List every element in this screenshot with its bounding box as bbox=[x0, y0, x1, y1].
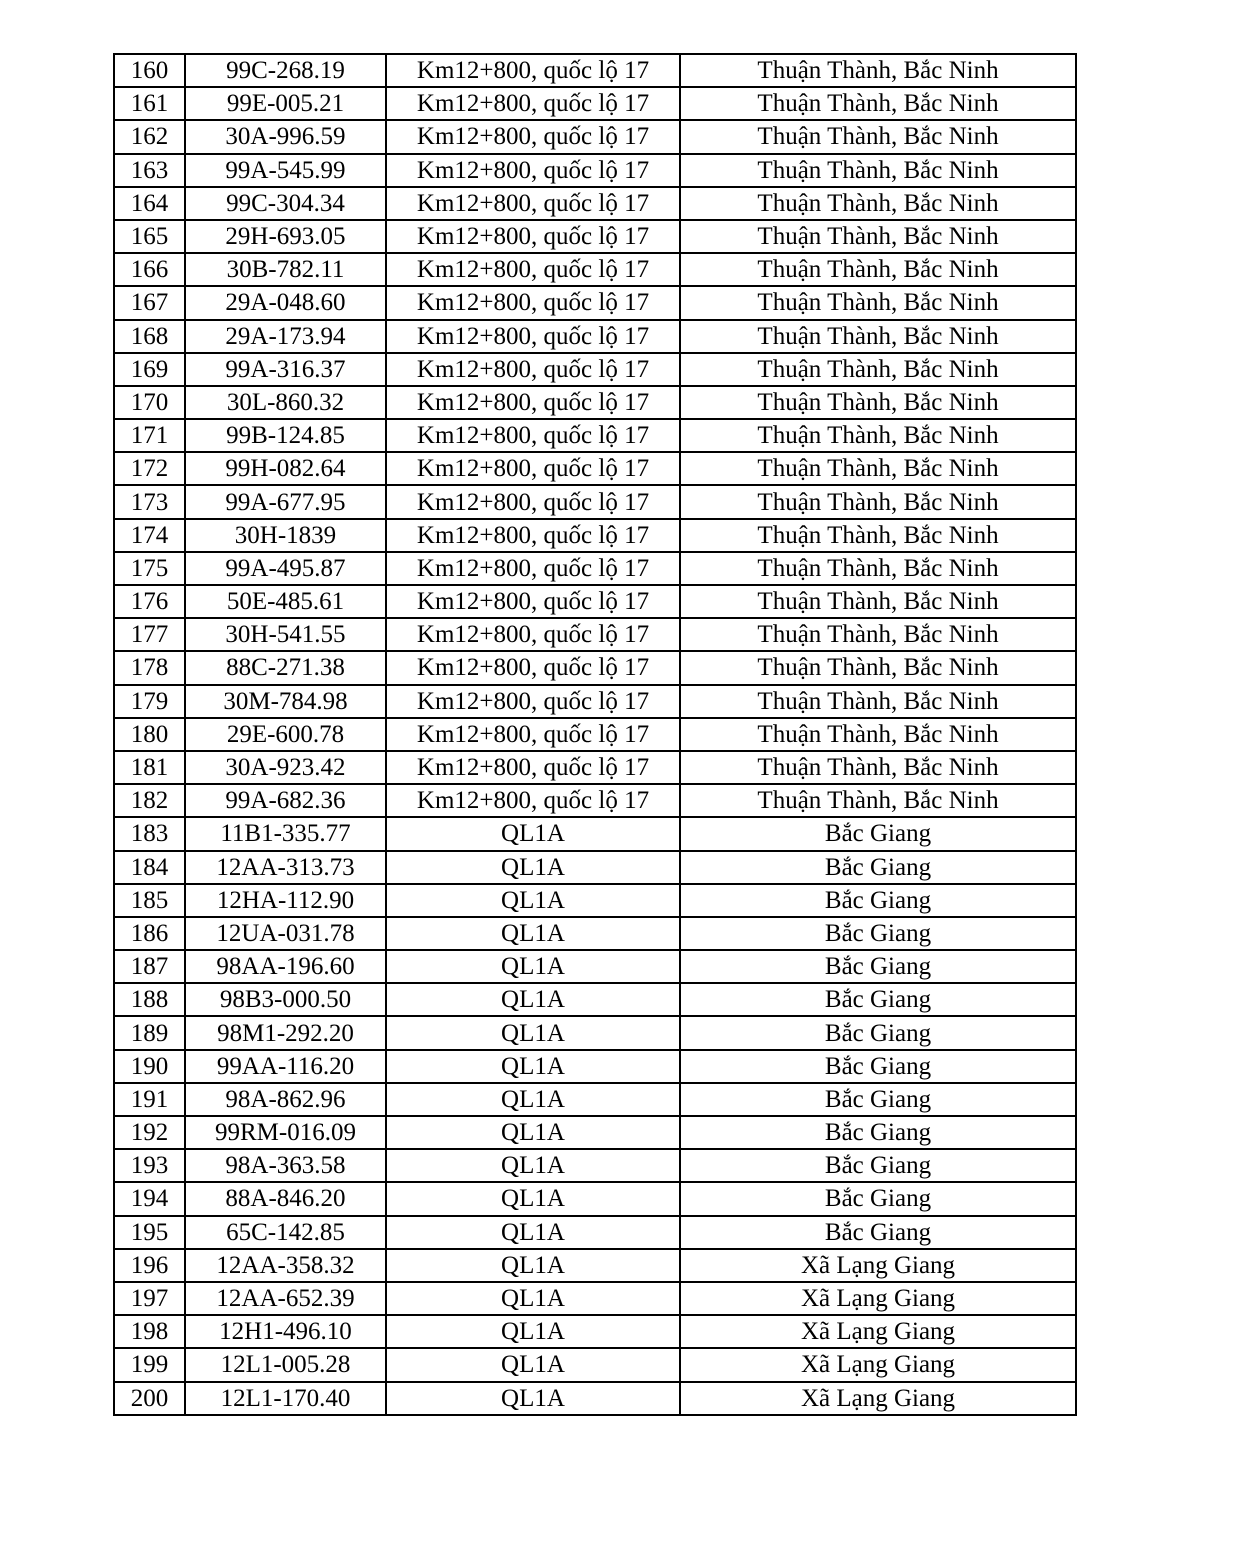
row-number-cell: 193 bbox=[114, 1149, 185, 1182]
row-number-cell: 186 bbox=[114, 917, 185, 950]
area-cell: Bắc Giang bbox=[680, 950, 1076, 983]
license-plate-cell: 12AA-358.32 bbox=[185, 1249, 386, 1282]
location-cell: Km12+800, quốc lộ 17 bbox=[386, 419, 680, 452]
location-cell: Km12+800, quốc lộ 17 bbox=[386, 751, 680, 784]
area-cell: Thuận Thành, Bắc Ninh bbox=[680, 485, 1076, 518]
area-cell: Thuận Thành, Bắc Ninh bbox=[680, 120, 1076, 153]
license-plate-cell: 11B1-335.77 bbox=[185, 817, 386, 850]
table-row bbox=[114, 220, 1076, 253]
license-plate-cell: 12AA-652.39 bbox=[185, 1282, 386, 1315]
area-cell: Thuận Thành, Bắc Ninh bbox=[680, 54, 1076, 87]
table-row bbox=[114, 87, 1076, 120]
license-plate-cell: 99RM-016.09 bbox=[185, 1116, 386, 1149]
row-number-cell: 178 bbox=[114, 651, 185, 684]
license-plate-cell: 30M-784.98 bbox=[185, 685, 386, 718]
license-plate-cell: 99E-005.21 bbox=[185, 87, 386, 120]
table-row bbox=[114, 884, 1076, 917]
area-cell: Thuận Thành, Bắc Ninh bbox=[680, 419, 1076, 452]
location-cell: QL1A bbox=[386, 1315, 680, 1348]
area-cell: Bắc Giang bbox=[680, 1182, 1076, 1215]
license-plate-cell: 50E-485.61 bbox=[185, 585, 386, 618]
table-row bbox=[114, 519, 1076, 552]
license-plate-cell: 99A-316.37 bbox=[185, 353, 386, 386]
row-number-cell: 165 bbox=[114, 220, 185, 253]
location-cell: Km12+800, quốc lộ 17 bbox=[386, 120, 680, 153]
table-row bbox=[114, 552, 1076, 585]
location-cell: QL1A bbox=[386, 1182, 680, 1215]
table-row bbox=[114, 1216, 1076, 1249]
license-plate-cell: 12HA-112.90 bbox=[185, 884, 386, 917]
location-cell: Km12+800, quốc lộ 17 bbox=[386, 452, 680, 485]
area-cell: Thuận Thành, Bắc Ninh bbox=[680, 286, 1076, 319]
license-plate-cell: 99A-495.87 bbox=[185, 552, 386, 585]
table-row bbox=[114, 685, 1076, 718]
license-plate-cell: 99A-677.95 bbox=[185, 485, 386, 518]
location-cell: Km12+800, quốc lộ 17 bbox=[386, 353, 680, 386]
license-plate-cell: 99B-124.85 bbox=[185, 419, 386, 452]
license-plate-cell: 99AA-116.20 bbox=[185, 1050, 386, 1083]
area-cell: Thuận Thành, Bắc Ninh bbox=[680, 651, 1076, 684]
area-cell: Bắc Giang bbox=[680, 1083, 1076, 1116]
license-plate-cell: 98A-363.58 bbox=[185, 1149, 386, 1182]
area-cell: Bắc Giang bbox=[680, 851, 1076, 884]
area-cell: Thuận Thành, Bắc Ninh bbox=[680, 519, 1076, 552]
license-plate-cell: 29H-693.05 bbox=[185, 220, 386, 253]
location-cell: Km12+800, quốc lộ 17 bbox=[386, 253, 680, 286]
row-number-cell: 166 bbox=[114, 253, 185, 286]
license-plate-cell: 98A-862.96 bbox=[185, 1083, 386, 1116]
location-cell: Km12+800, quốc lộ 17 bbox=[386, 54, 680, 87]
row-number-cell: 192 bbox=[114, 1116, 185, 1149]
location-cell: QL1A bbox=[386, 1282, 680, 1315]
location-cell: Km12+800, quốc lộ 17 bbox=[386, 187, 680, 220]
area-cell: Thuận Thành, Bắc Ninh bbox=[680, 154, 1076, 187]
row-number-cell: 173 bbox=[114, 485, 185, 518]
table-row bbox=[114, 1083, 1076, 1116]
location-cell: Km12+800, quốc lộ 17 bbox=[386, 320, 680, 353]
location-cell: Km12+800, quốc lộ 17 bbox=[386, 585, 680, 618]
row-number-cell: 168 bbox=[114, 320, 185, 353]
location-cell: QL1A bbox=[386, 1149, 680, 1182]
row-number-cell: 181 bbox=[114, 751, 185, 784]
location-cell: QL1A bbox=[386, 1116, 680, 1149]
location-cell: QL1A bbox=[386, 851, 680, 884]
table-row bbox=[114, 751, 1076, 784]
location-cell: Km12+800, quốc lộ 17 bbox=[386, 651, 680, 684]
row-number-cell: 200 bbox=[114, 1382, 185, 1415]
table-row bbox=[114, 817, 1076, 850]
location-cell: Km12+800, quốc lộ 17 bbox=[386, 552, 680, 585]
license-plate-cell: 30A-923.42 bbox=[185, 751, 386, 784]
row-number-cell: 187 bbox=[114, 950, 185, 983]
location-cell: Km12+800, quốc lộ 17 bbox=[386, 87, 680, 120]
location-cell: QL1A bbox=[386, 817, 680, 850]
row-number-cell: 175 bbox=[114, 552, 185, 585]
license-plate-cell: 98M1-292.20 bbox=[185, 1016, 386, 1049]
table-row bbox=[114, 618, 1076, 651]
area-cell: Bắc Giang bbox=[680, 884, 1076, 917]
table-row bbox=[114, 784, 1076, 817]
license-plate-cell: 30H-541.55 bbox=[185, 618, 386, 651]
table-row bbox=[114, 1249, 1076, 1282]
table-row bbox=[114, 1149, 1076, 1182]
location-cell: QL1A bbox=[386, 1249, 680, 1282]
table-row bbox=[114, 983, 1076, 1016]
location-cell: Km12+800, quốc lộ 17 bbox=[386, 154, 680, 187]
area-cell: Thuận Thành, Bắc Ninh bbox=[680, 220, 1076, 253]
row-number-cell: 199 bbox=[114, 1348, 185, 1381]
area-cell: Thuận Thành, Bắc Ninh bbox=[680, 253, 1076, 286]
license-plate-cell: 98B3-000.50 bbox=[185, 983, 386, 1016]
area-cell: Xã Lạng Giang bbox=[680, 1315, 1076, 1348]
row-number-cell: 163 bbox=[114, 154, 185, 187]
row-number-cell: 174 bbox=[114, 519, 185, 552]
row-number-cell: 160 bbox=[114, 54, 185, 87]
table-row bbox=[114, 120, 1076, 153]
area-cell: Bắc Giang bbox=[680, 1149, 1076, 1182]
license-plate-cell: 99A-682.36 bbox=[185, 784, 386, 817]
location-cell: Km12+800, quốc lộ 17 bbox=[386, 685, 680, 718]
license-plate-cell: 99A-545.99 bbox=[185, 154, 386, 187]
row-number-cell: 162 bbox=[114, 120, 185, 153]
area-cell: Thuận Thành, Bắc Ninh bbox=[680, 386, 1076, 419]
license-plate-cell: 12UA-031.78 bbox=[185, 917, 386, 950]
row-number-cell: 194 bbox=[114, 1182, 185, 1215]
row-number-cell: 191 bbox=[114, 1083, 185, 1116]
table-row bbox=[114, 1315, 1076, 1348]
table-row bbox=[114, 1016, 1076, 1049]
license-plate-cell: 99C-268.19 bbox=[185, 54, 386, 87]
table-row bbox=[114, 187, 1076, 220]
area-cell: Bắc Giang bbox=[680, 1216, 1076, 1249]
row-number-cell: 189 bbox=[114, 1016, 185, 1049]
row-number-cell: 190 bbox=[114, 1050, 185, 1083]
table-body bbox=[114, 54, 1076, 1415]
license-plate-cell: 12H1-496.10 bbox=[185, 1315, 386, 1348]
area-cell: Xã Lạng Giang bbox=[680, 1282, 1076, 1315]
license-plate-cell: 29A-048.60 bbox=[185, 286, 386, 319]
row-number-cell: 179 bbox=[114, 685, 185, 718]
location-cell: QL1A bbox=[386, 1216, 680, 1249]
location-cell: QL1A bbox=[386, 1348, 680, 1381]
table-row bbox=[114, 585, 1076, 618]
location-cell: QL1A bbox=[386, 983, 680, 1016]
table-row bbox=[114, 485, 1076, 518]
area-cell: Bắc Giang bbox=[680, 1016, 1076, 1049]
license-plate-cell: 99H-082.64 bbox=[185, 452, 386, 485]
area-cell: Xã Lạng Giang bbox=[680, 1382, 1076, 1415]
area-cell: Thuận Thành, Bắc Ninh bbox=[680, 751, 1076, 784]
location-cell: QL1A bbox=[386, 950, 680, 983]
row-number-cell: 182 bbox=[114, 784, 185, 817]
location-cell: Km12+800, quốc lộ 17 bbox=[386, 485, 680, 518]
area-cell: Thuận Thành, Bắc Ninh bbox=[680, 320, 1076, 353]
row-number-cell: 169 bbox=[114, 353, 185, 386]
location-cell: QL1A bbox=[386, 884, 680, 917]
area-cell: Thuận Thành, Bắc Ninh bbox=[680, 718, 1076, 751]
area-cell: Bắc Giang bbox=[680, 817, 1076, 850]
location-cell: Km12+800, quốc lộ 17 bbox=[386, 519, 680, 552]
location-cell: Km12+800, quốc lộ 17 bbox=[386, 386, 680, 419]
document-page bbox=[113, 53, 1077, 1416]
area-cell: Thuận Thành, Bắc Ninh bbox=[680, 685, 1076, 718]
table-row bbox=[114, 851, 1076, 884]
area-cell: Bắc Giang bbox=[680, 983, 1076, 1016]
row-number-cell: 180 bbox=[114, 718, 185, 751]
license-plate-cell: 88C-271.38 bbox=[185, 651, 386, 684]
license-plate-cell: 88A-846.20 bbox=[185, 1182, 386, 1215]
location-cell: Km12+800, quốc lộ 17 bbox=[386, 220, 680, 253]
area-cell: Xã Lạng Giang bbox=[680, 1249, 1076, 1282]
table-row bbox=[114, 54, 1076, 87]
license-plate-cell: 30B-782.11 bbox=[185, 253, 386, 286]
table-row bbox=[114, 419, 1076, 452]
violation-table bbox=[113, 53, 1077, 1416]
license-plate-cell: 12L1-170.40 bbox=[185, 1382, 386, 1415]
license-plate-cell: 98AA-196.60 bbox=[185, 950, 386, 983]
table-row bbox=[114, 253, 1076, 286]
table-row bbox=[114, 1182, 1076, 1215]
row-number-cell: 185 bbox=[114, 884, 185, 917]
table-row bbox=[114, 452, 1076, 485]
row-number-cell: 196 bbox=[114, 1249, 185, 1282]
location-cell: QL1A bbox=[386, 1083, 680, 1116]
area-cell: Thuận Thành, Bắc Ninh bbox=[680, 585, 1076, 618]
area-cell: Xã Lạng Giang bbox=[680, 1348, 1076, 1381]
row-number-cell: 170 bbox=[114, 386, 185, 419]
area-cell: Bắc Giang bbox=[680, 1050, 1076, 1083]
table-row bbox=[114, 286, 1076, 319]
row-number-cell: 183 bbox=[114, 817, 185, 850]
row-number-cell: 198 bbox=[114, 1315, 185, 1348]
area-cell: Bắc Giang bbox=[680, 917, 1076, 950]
row-number-cell: 195 bbox=[114, 1216, 185, 1249]
table-row bbox=[114, 320, 1076, 353]
row-number-cell: 176 bbox=[114, 585, 185, 618]
row-number-cell: 164 bbox=[114, 187, 185, 220]
license-plate-cell: 99C-304.34 bbox=[185, 187, 386, 220]
location-cell: QL1A bbox=[386, 917, 680, 950]
table-row bbox=[114, 1348, 1076, 1381]
table-row bbox=[114, 1116, 1076, 1149]
area-cell: Thuận Thành, Bắc Ninh bbox=[680, 784, 1076, 817]
table-row bbox=[114, 386, 1076, 419]
area-cell: Thuận Thành, Bắc Ninh bbox=[680, 87, 1076, 120]
row-number-cell: 197 bbox=[114, 1282, 185, 1315]
license-plate-cell: 65C-142.85 bbox=[185, 1216, 386, 1249]
location-cell: QL1A bbox=[386, 1050, 680, 1083]
area-cell: Thuận Thành, Bắc Ninh bbox=[680, 353, 1076, 386]
row-number-cell: 177 bbox=[114, 618, 185, 651]
row-number-cell: 188 bbox=[114, 983, 185, 1016]
area-cell: Thuận Thành, Bắc Ninh bbox=[680, 552, 1076, 585]
row-number-cell: 161 bbox=[114, 87, 185, 120]
license-plate-cell: 29A-173.94 bbox=[185, 320, 386, 353]
row-number-cell: 172 bbox=[114, 452, 185, 485]
table-row bbox=[114, 1382, 1076, 1415]
license-plate-cell: 30H-1839 bbox=[185, 519, 386, 552]
area-cell: Thuận Thành, Bắc Ninh bbox=[680, 618, 1076, 651]
area-cell: Thuận Thành, Bắc Ninh bbox=[680, 452, 1076, 485]
row-number-cell: 171 bbox=[114, 419, 185, 452]
table-row bbox=[114, 950, 1076, 983]
table-row bbox=[114, 353, 1076, 386]
license-plate-cell: 29E-600.78 bbox=[185, 718, 386, 751]
location-cell: QL1A bbox=[386, 1016, 680, 1049]
area-cell: Bắc Giang bbox=[680, 1116, 1076, 1149]
location-cell: Km12+800, quốc lộ 17 bbox=[386, 718, 680, 751]
table-row bbox=[114, 651, 1076, 684]
license-plate-cell: 30L-860.32 bbox=[185, 386, 386, 419]
row-number-cell: 184 bbox=[114, 851, 185, 884]
table-row bbox=[114, 1282, 1076, 1315]
row-number-cell: 167 bbox=[114, 286, 185, 319]
area-cell: Thuận Thành, Bắc Ninh bbox=[680, 187, 1076, 220]
table-row bbox=[114, 718, 1076, 751]
table-row bbox=[114, 1050, 1076, 1083]
location-cell: QL1A bbox=[386, 1382, 680, 1415]
license-plate-cell: 12L1-005.28 bbox=[185, 1348, 386, 1381]
license-plate-cell: 12AA-313.73 bbox=[185, 851, 386, 884]
location-cell: Km12+800, quốc lộ 17 bbox=[386, 286, 680, 319]
table-row bbox=[114, 154, 1076, 187]
table-row bbox=[114, 917, 1076, 950]
location-cell: Km12+800, quốc lộ 17 bbox=[386, 618, 680, 651]
location-cell: Km12+800, quốc lộ 17 bbox=[386, 784, 680, 817]
license-plate-cell: 30A-996.59 bbox=[185, 120, 386, 153]
